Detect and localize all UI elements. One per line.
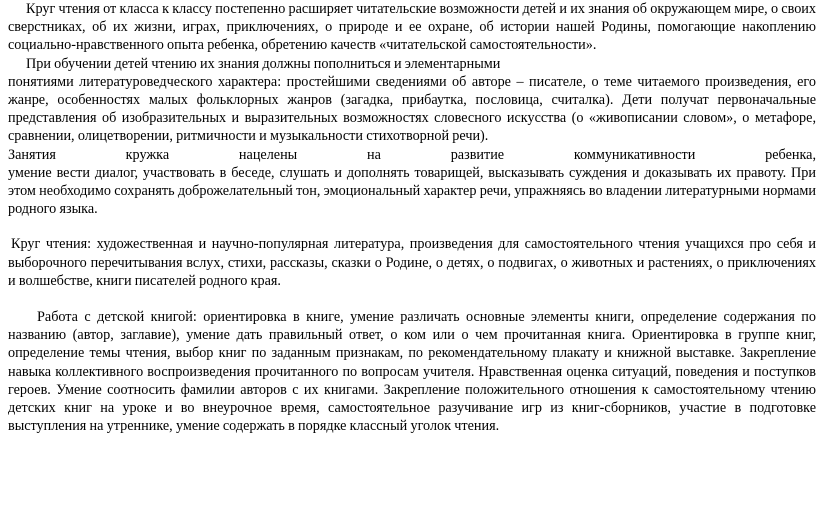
paragraph-literary-concepts: понятиями литературоведческого характера: простейшими сведениями об авторе – писателе, о теме читаемого произведения, его жанре, особенностях малых фольклорных жанров (загадка, прибаутка, пословица, считалка). Дети получат первоначальные представления об изобразительных и выразительных возможностях словесного искусства (о «живописании словом», о метафоре, сравнении, олицетворении, ритмичности и музыкальности стихотворной речи). <box>8 73 816 145</box>
document-page <box>8 0 816 435</box>
paragraph-reading-circle-intro: Круг чтения от класса к классу постепенно расширяет читательские возможности детей и их знания об окружающем мире, о своих сверстниках, об их жизни, играх, приключениях, о природе и ее охране, об истории нашей Родины, помогающие накоплению социально-нравственного опыта ребенка, обретению качеств «читательской самостоятельности». <box>8 1 816 54</box>
paragraph-club-goals-heading: Занятия кружка нацелены на развитие коммуникативности ребенка, <box>8 146 816 163</box>
paragraph-book-work: Работа с детской книгой: ориентировка в книге, умение различать основные элементы книги, определение содержания по названию (автор, заглавие), умение дать правильный ответ, о ком или о чем прочитанная книга. Ориентировка в группе книг, определение темы чтения, выбор книг по заданным признакам, по рекомендательному плакату и книжной выставке. Закрепление навыка коллективного воспроизведения прочитанного по вопросам учителя. Нравственная оценка ситуаций, поведения и поступков героев. Умение соотносить фамилии авторов с их книгами. Закрепление положительного отношения к самостоятельному чтению детских книг на уроке и во внеурочное время, самостоятельное разучивание игр из книг-сборников, участие в подготовке выступления на утреннике, умение содержать в порядке классный уголок чтения. <box>8 309 816 435</box>
paragraph-learning-intro: При обучении детей чтению их знания должны пополниться и элементарными <box>26 55 501 72</box>
paragraph-club-goals: умение вести диалог, участвовать в беседе, слушать и дополнять товарищей, высказывать суждения и доказывать их правоту. При этом необходимо сохранять доброжелательный тон, эмоциональный характер речи, упражняясь во владении литературными нормами родного языка. <box>8 164 816 218</box>
paragraph-reading-circle-content: Круг чтения: художественная и научно-популярная литература, произведения для самостоятельного чтения учащихся про себя и выборочного перечитывания вслух, стихи, рассказы, сказки о Родине, о детях, о подвигах, о животных и растениях, о приключениях и волшебстве, книги писателей родного края. <box>8 236 816 289</box>
